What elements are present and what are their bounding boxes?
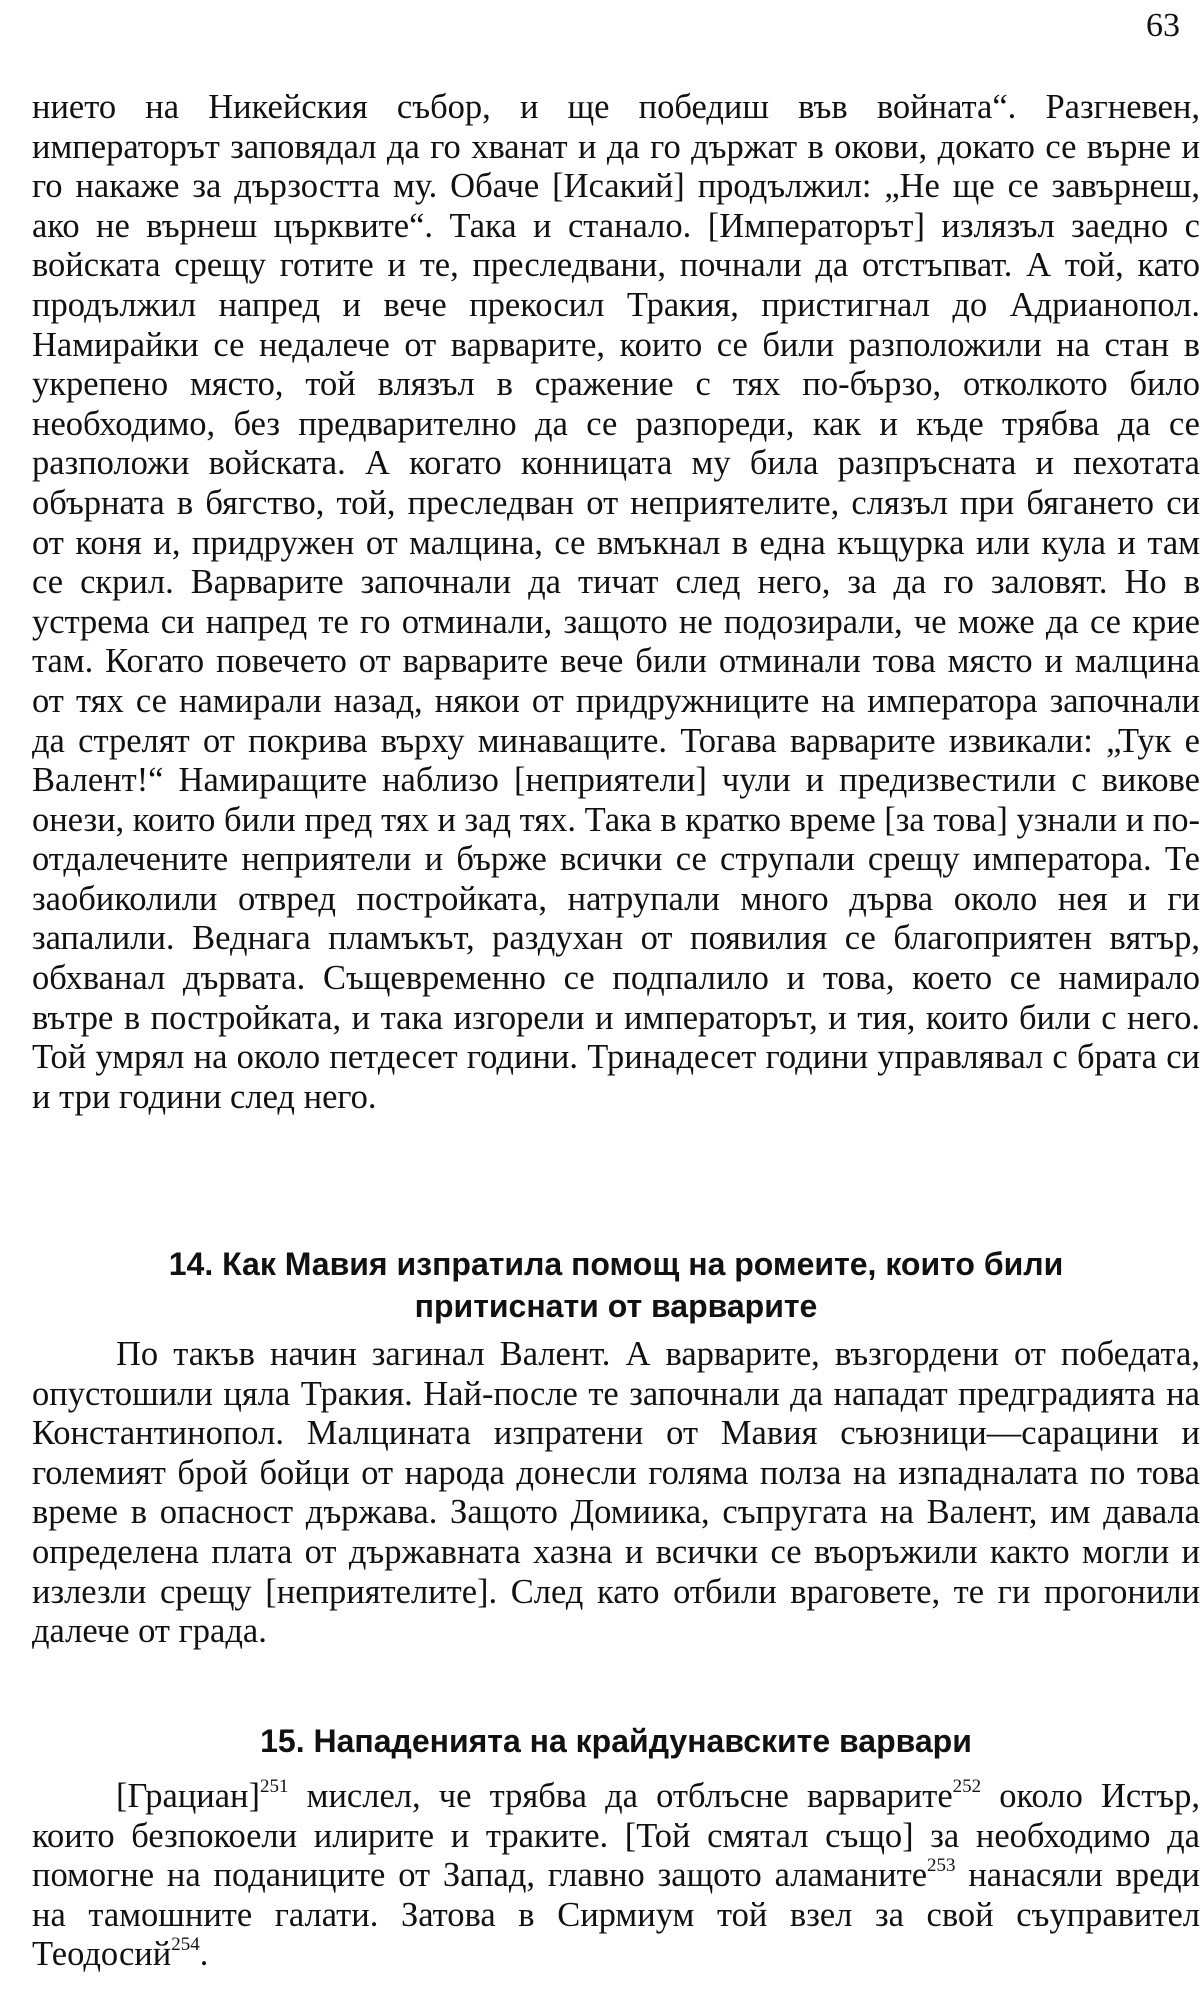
section-heading-14-line-2: притиснати от варварите <box>414 1288 818 1324</box>
footnote-marker-251: 251 <box>260 1775 289 1797</box>
section-heading-14 <box>32 1243 1200 1327</box>
section-14-body <box>32 1335 1200 1652</box>
text-run: [Грациан] <box>116 1777 261 1815</box>
footnote-marker-252: 252 <box>952 1775 982 1797</box>
text-run: . <box>199 1935 209 1974</box>
paragraph-text: По такъв начин загинал Валент. А варварите, възгордени от победата, опустошили цяла Тракия. Най-после те започнали да нападат предградията на Константинопол. Малцината изпратени от Мавия съюзници—сарацини и големият брой бойци от народа донесли голяма полза на изпадналата по това време в опасност държава. Защото Домиика, съпругата на Валент, им давала определена плата от държавната хазна и всички се въоръжили както могли и излезли срещу [неприятелите]. След като отбили враговете, те ги прогонили далече от града. <box>32 1335 1200 1651</box>
section-heading-15: 15. Нападенията на крайдунавските варвари <box>260 1723 972 1759</box>
text-run: около Истър, които безпокоели илирите и траките. [Той смятал също] за необходимо да помогне на поданиците от Запад, главно защото аламаните <box>32 1777 1200 1895</box>
paragraph-continued <box>32 88 1200 1117</box>
paragraph-text <box>32 1777 1200 1975</box>
text-run: нанасяли вреди на тамошните галати. Затова в Сирмиум той взел за свой съуправител Теодосий <box>32 1856 1200 1974</box>
footnote-marker-253: 253 <box>927 1854 956 1876</box>
footnote-marker-254: 254 <box>171 1934 200 1956</box>
section-15-body <box>32 1777 1200 1975</box>
paragraph-text: нието на Никейския събор, и ще победиш във войната“. Разгневен, императорът заповядал да го хванат и да го държат в окови, докато се върне и го накаже за дързостта му. Обаче [Исакий] продължил: „Не ще се завърнеш, ако не върнеш църквите“. Така и станало. [Императорът] излязъл заедно с войската срещу готите и те, преследвани, почнали да отстъпват. А той, като продължил напред и вече прекосил Тракия, пристигнал до Адрианопол. Намирайки се недалече от варварите, които се били разположили на стан в укрепено място, той влязъл в сражение с тях по-бързо, отколкото било необходимо, без предварително да се разпореди, как и къде трябва да се разположи войската. А когато конницата му била разпръсната и пехотата обърната в бягство, той, преследван от неприятелите, слязъл при бягането си от коня и, придружен от малцина, се вмъкнал в една къщурка или кула и там се скрил. Варварите започнали да тичат след него, за да го заловят. Но в устрема си напред те го отминали, защото не подозирали, че може да се крие там. Когато повечето от варварите вече били отминали това място и малцина от тях се намирали назад, някои от придружниците на императора започнали да стрелят от покрива върху минаващите. Тогава варварите извикали: „Тук е Валент!“ Намиращите наблизо [неприятели] чули и предизвестили с викове онези, които били пред тях и зад тях. Така в кратко време [за това] узнали и по-отдалечените неприятели и бърже всички се струпали срещу императора. Те заобиколили отвред постройката, натрупали много дърва около нея и ги запалили. Веднага пламъкът, раздухан от появилия се благоприятен вятър, обхванал дървата. Същевременно се подпалило и това, което се намирало вътре в постройката, и така изгорели и императорът, и тия, които били с него. Той умрял на около петдесет години. Тринадесет години управлявал с брата си и три години след него. <box>32 88 1200 1116</box>
text-run: мислел, че трябва да отблъсне варварите <box>288 1777 953 1815</box>
page-number: 63 <box>1146 7 1180 44</box>
section-heading-14-line-1: 14. Как Мавия изпратила помощ на ромеите, които били <box>168 1246 1064 1282</box>
